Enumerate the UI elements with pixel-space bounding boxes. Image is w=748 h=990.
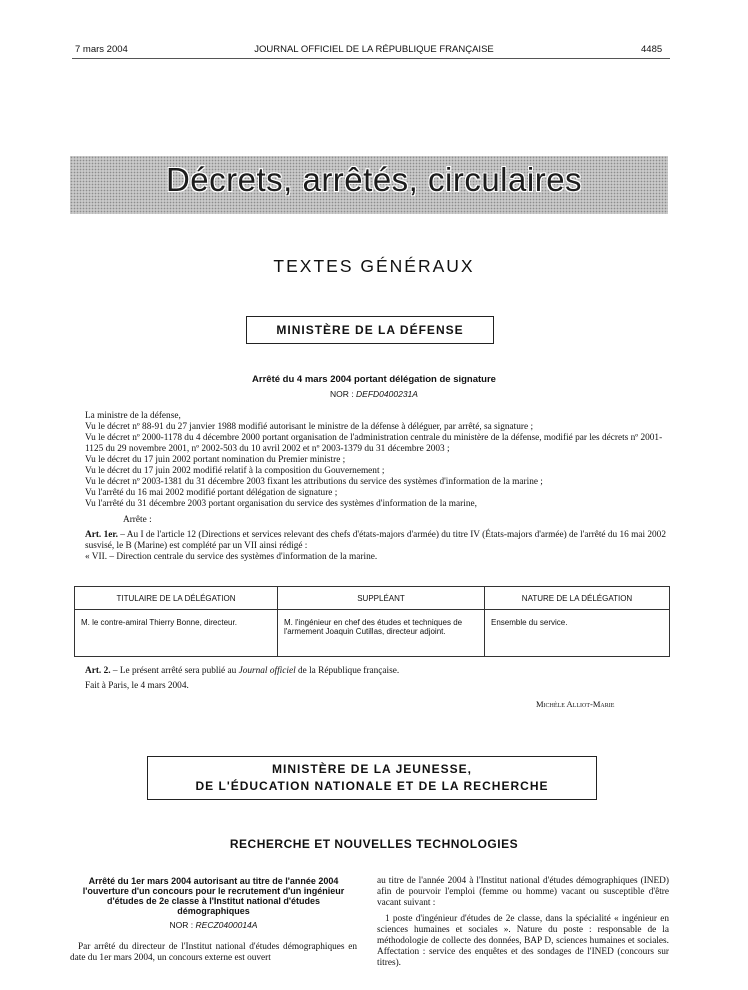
signature: Michèle Alliot-Marie	[536, 699, 615, 709]
journal-officiel: Journal officiel	[238, 666, 296, 676]
nor-label-2: NOR :	[169, 920, 194, 930]
article-2-block	[85, 666, 675, 692]
visa-line: La ministre de la défense,	[85, 411, 181, 421]
nor-code: DEFD0400231A	[356, 389, 418, 399]
nor-reference	[0, 389, 748, 399]
banner-title: Décrets, arrêtés, circulaires	[165, 161, 583, 198]
right-paragraph-2: 1 poste d'ingénieur d'études de 2e classe, dans la spécialité « ingénieur en sciences humaines et sociales ». Nature du poste : responsable de la méthodologie de collecte des données, BAP D, sciences humaines et sociales. Affectation : service des enquêtes et des sondages de l'INED (concours sur titres).	[377, 914, 669, 968]
visa-line: Vu le décret nº 2000-1178 du 4 décembre 2000 portant organisation de l'administration centrale du ministère de la défense, modifié par les décrets nº 2001-1125 du 29 novembre 2001, nº 2002-503 du 10 avril 2002 et nº 2003-1379 du 31 décembre 2003 ;	[85, 433, 663, 454]
ministry-2-line-1: MINISTÈRE DE LA JEUNESSE,	[272, 762, 472, 776]
visa-line: Vu le décret du 17 juin 2002 portant nomination du Premier ministre ;	[85, 455, 346, 465]
arrete-word: Arrête :	[123, 515, 152, 525]
header-rule	[72, 58, 670, 59]
table-header-row	[75, 587, 670, 610]
right-paragraph-block	[377, 876, 669, 969]
article-2-text: – Le présent arrêté sera publié au	[110, 666, 239, 676]
article-1	[85, 530, 675, 552]
visas-block	[85, 411, 675, 563]
article-1-quote: « VII. – Direction centrale du service des systèmes d'information de la marine.	[85, 552, 378, 562]
table-cell: Ensemble du service.	[485, 610, 670, 657]
left-column	[70, 876, 357, 964]
header-date: 7 mars 2004	[75, 44, 128, 55]
table-header: TITULAIRE DE LA DÉLÉGATION	[75, 587, 278, 610]
visa-line: Vu l'arrêté du 16 mai 2002 modifié portant délégation de signature ;	[85, 488, 338, 498]
table-cell: M. le contre-amiral Thierry Bonne, directeur.	[75, 610, 278, 657]
delegation-table	[74, 586, 670, 657]
subsection-title: RECHERCHE ET NOUVELLES TECHNOLOGIES	[229, 837, 519, 851]
article-1-text: – Au I de l'article 12 (Directions et services relevant des chefs d'états-majors d'armée) du titre IV (États-majors d'armée) de l'arrêté du 16 mai 2002 susvisé, le B (Marine) est complété par un VII ainsi rédigé :	[85, 530, 666, 551]
article-2-label: Art. 2.	[85, 666, 111, 676]
arrete-title: Arrêté du 4 mars 2004 portant délégation de signature	[252, 374, 496, 385]
ministry-name: MINISTÈRE DE LA DÉFENSE	[276, 323, 464, 337]
ministry-2-line-2: DE L'ÉDUCATION NATIONALE ET DE LA RECHERCHE	[195, 779, 549, 793]
table-row	[75, 610, 670, 657]
table-header: SUPPLÉANT	[278, 587, 485, 610]
visa-line: Vu le décret nº 88-91 du 27 janvier 1988 modifié autorisant le ministre de la défense à déléguer, par arrêté, sa signature ;	[85, 422, 534, 432]
page-number: 4485	[641, 44, 663, 55]
arrete-2-title: Arrêté du 1er mars 2004 autorisant au titre de l'année 2004 l'ouverture d'un concours pour le recrutement d'un ingénieur d'études de 2e classe à l'Institut national d'études démographiques	[82, 876, 345, 916]
table-cell: M. l'ingénieur en chef des études et techniques de l'armement Joaquin Cutillas, directeur adjoint.	[278, 610, 485, 657]
right-column	[377, 876, 669, 969]
right-paragraph-1: au titre de l'année 2004 à l'Institut national d'études démographiques (INED) afin de pourvoir l'emploi (femme ou homme) vacant ou susceptible d'être vacant suivant :	[377, 876, 669, 908]
nor-reference-2	[70, 920, 357, 930]
nor-code-2: RECZ0400014A	[195, 920, 258, 930]
journal-title: JOURNAL OFFICIEL DE LA RÉPUBLIQUE FRANÇAISE	[254, 44, 494, 55]
done-at: Fait à Paris, le 4 mars 2004.	[85, 681, 189, 691]
table-header: NATURE DE LA DÉLÉGATION	[485, 587, 670, 610]
visa-line: Vu le décret du 17 juin 2002 modifié relatif à la composition du Gouvernement ;	[85, 466, 385, 476]
section-title: TEXTES GÉNÉRAUX	[273, 256, 475, 276]
left-paragraph-block	[70, 942, 357, 964]
nor-label: NOR :	[330, 389, 354, 399]
visa-line: Vu l'arrêté du 31 décembre 2003 portant organisation du service des systèmes d'information de la marine,	[85, 499, 477, 509]
article-2	[85, 666, 675, 677]
visa-line: Vu le décret nº 2003-1381 du 31 décembre 2003 fixant les attributions du service des systèmes d'information de la marine ;	[85, 477, 543, 487]
article-1-label: Art. 1er.	[85, 530, 118, 540]
left-paragraph: Par arrêté du directeur de l'Institut national d'études démographiques en date du 1er mars 2004, un concours externe est ouvert	[70, 942, 357, 963]
article-2-text-end: de la République française.	[295, 666, 400, 676]
